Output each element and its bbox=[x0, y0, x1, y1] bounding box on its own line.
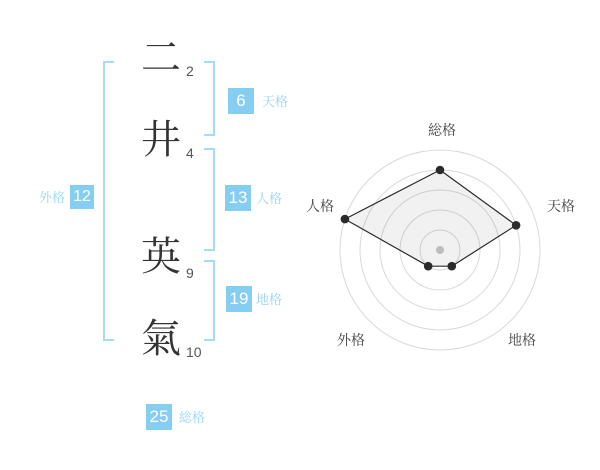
radar-axis-label: 外格 bbox=[337, 332, 365, 348]
stroke-count: 2 bbox=[186, 63, 194, 79]
chikaku-value-badge: 19 bbox=[226, 286, 252, 312]
jinkaku-value-badge: 13 bbox=[225, 185, 251, 211]
radar-data-point bbox=[512, 221, 521, 230]
jinkaku-label: 人格 bbox=[256, 191, 283, 206]
name-character: 氣 bbox=[141, 317, 181, 361]
radar-data-point bbox=[424, 262, 433, 271]
bracket-gaikaku bbox=[103, 61, 114, 341]
radar-axis-label: 人格 bbox=[306, 198, 334, 214]
stroke-count: 9 bbox=[186, 265, 194, 281]
radar-axis-label: 総格 bbox=[428, 122, 456, 138]
stroke-count: 10 bbox=[186, 344, 202, 360]
name-character: 英 bbox=[141, 235, 181, 279]
name-character: 井 bbox=[141, 118, 181, 162]
bracket-jinkaku bbox=[204, 148, 215, 251]
bracket-chikaku bbox=[204, 260, 215, 341]
radar-data-polygon bbox=[345, 170, 516, 266]
stroke-count: 4 bbox=[186, 145, 194, 161]
radar-axis-label: 天格 bbox=[547, 198, 575, 214]
bracket-tenkaku bbox=[204, 61, 215, 136]
radar-center-dot bbox=[436, 246, 444, 254]
soukaku-value-badge: 25 bbox=[146, 404, 172, 430]
gaikaku-value-badge: 12 bbox=[70, 185, 94, 209]
radar-data-point bbox=[448, 262, 457, 271]
tenkaku-value-badge: 6 bbox=[228, 88, 254, 114]
soukaku-label: 総格 bbox=[179, 410, 206, 425]
chikaku-label: 地格 bbox=[256, 292, 283, 307]
radar-axis-label: 地格 bbox=[508, 332, 536, 348]
radar-data-point bbox=[341, 215, 350, 224]
tenkaku-label: 天格 bbox=[262, 94, 289, 109]
name-character: 二 bbox=[141, 36, 181, 80]
radar-data-point bbox=[436, 166, 445, 175]
fortune-radar-chart bbox=[300, 115, 580, 360]
gaikaku-label: 外格 bbox=[39, 190, 66, 205]
